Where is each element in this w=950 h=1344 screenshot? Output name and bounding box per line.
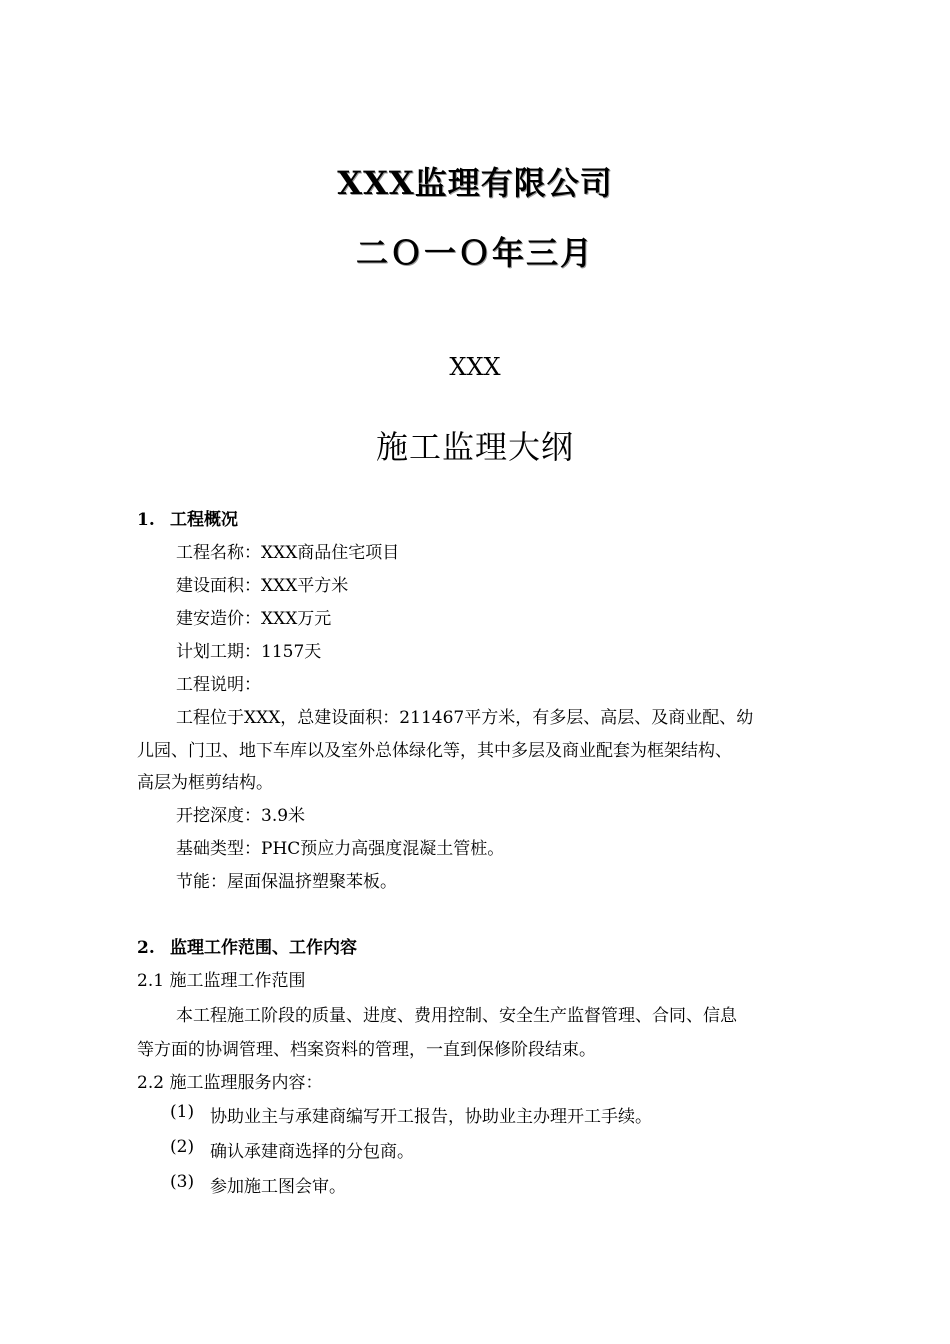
subsection-heading: 2.1 施工监理工作范围	[137, 971, 306, 991]
cover-date: 二Ｏ一Ｏ年三月	[355, 234, 594, 272]
paragraph-line: 高层为框剪结构。	[137, 773, 273, 793]
list-item-number: (1)	[170, 1102, 195, 1122]
info-line: 开挖深度：3.9米	[176, 806, 306, 826]
section-2-heading	[137, 933, 357, 958]
section-2-number: 2.	[137, 938, 155, 958]
list-item: 协助业主与承建商编写开工报告，协助业主办理开工手续。	[210, 1107, 652, 1127]
info-line: 工程说明：	[176, 675, 261, 695]
document-title: 施工监理大纲	[375, 428, 574, 466]
section-1-number: 1.	[137, 510, 155, 530]
paragraph-line: 工程位于XXX，总建设面积：211467平方米，有多层、高层、及商业配、幼	[176, 708, 754, 728]
info-line: 建设面积：XXX平方米	[176, 576, 349, 596]
section-1-title: 工程概况	[170, 510, 238, 530]
section-1-heading	[137, 505, 238, 530]
subsection-heading: 2.2 施工监理服务内容：	[137, 1073, 323, 1093]
info-line: 基础类型：PHC预应力高强度混凝土管桩。	[176, 839, 505, 859]
info-line: 建安造价：XXX万元	[176, 609, 332, 629]
paragraph-line: 儿园、门卫、地下车库以及室外总体绿化等，其中多层及商业配套为框架结构、	[137, 741, 732, 761]
paragraph-line: 本工程施工阶段的质量、进度、费用控制、安全生产监督管理、合同、信息	[176, 1006, 737, 1026]
info-line: 节能：屋面保温挤塑聚苯板。	[176, 872, 397, 892]
paragraph-line: 等方面的协调管理、档案资料的管理，一直到保修阶段结束。	[137, 1040, 596, 1060]
list-item-number: (2)	[170, 1137, 195, 1157]
list-item: 确认承建商选择的分包商。	[210, 1142, 414, 1162]
list-item: 参加施工图会审。	[210, 1177, 346, 1197]
section-2-title: 监理工作范围、工作内容	[170, 938, 357, 958]
project-name: XXX	[449, 353, 501, 381]
info-line: 计划工期：1157天	[176, 642, 322, 662]
company-name: XXX监理有限公司	[337, 164, 613, 202]
list-item-number: (3)	[170, 1172, 195, 1192]
info-line: 工程名称：XXX商品住宅项目	[176, 543, 400, 563]
